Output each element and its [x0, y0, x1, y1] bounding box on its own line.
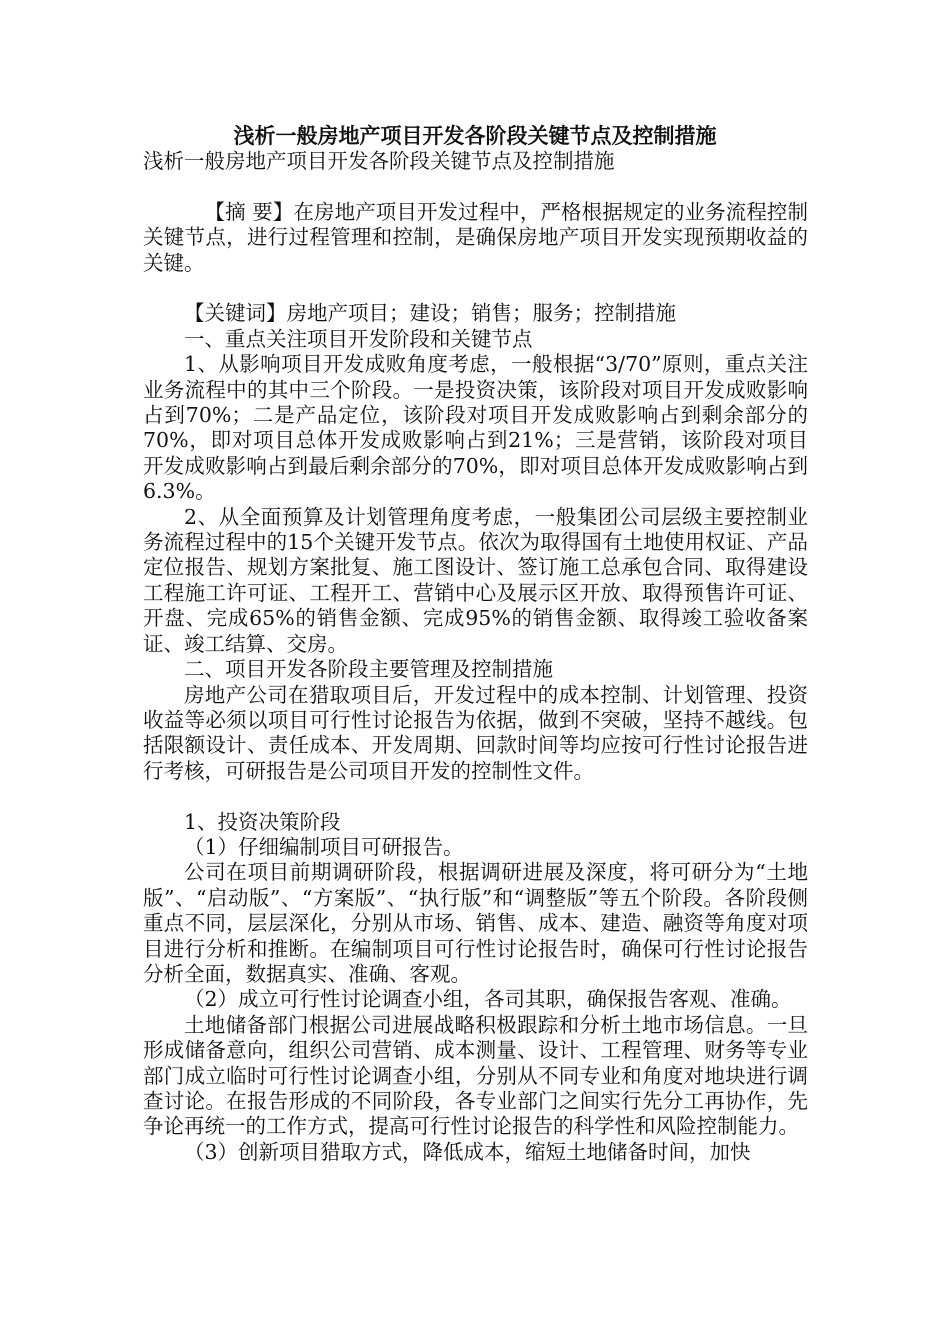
document-title: 浅析一般房地产项目开发各阶段关键节点及控制措施: [233, 123, 717, 148]
body-paragraph: 2、从全面预算及计划管理角度考虑，一般集团公司层级主要控制业务流程过程中的15个关键开发节点。依次为取得国有土地使用权证、产品定位报告、规划方案批复、施工图设计、签订施工总承包合同、取得建设工程施工许可证、工程开工、营销中心及展示区开放、取得预售许可证、开盘、完成65%的销售金额、完成95%的销售金额、取得竣工验收备案证、竣工结算、交房。: [143, 504, 808, 656]
item-heading: （3）创新项目猎取方式，降低成本，缩短土地储备时间，加快: [184, 1139, 751, 1164]
section-heading: 二、项目开发各阶段主要管理及控制措施: [184, 657, 553, 682]
document-subtitle: 浅析一般房地产项目开发各阶段关键节点及控制措施: [143, 149, 615, 173]
body-paragraph: 房地产公司在猎取项目后，开发过程中的成本控制、计划管理、投资收益等必须以项目可行性讨论报告为依据，做到不突破，坚持不越线。包括限额设计、责任成本、开发周期、回款时间等均应按可行性讨论报告进行考核，可研报告是公司项目开发的控制性文件。: [143, 682, 808, 783]
spacer: [143, 174, 808, 199]
section-heading: 一、重点关注项目开发阶段和关键节点: [184, 326, 533, 351]
item-heading: （1）仔细编制项目可研报告。: [184, 834, 464, 859]
body-paragraph: 1、从影响项目开发成败角度考虑，一般根据“3/70”原则，重点关注业务流程中的其中三个阶段。一是投资决策，该阶段对项目开发成败影响占到70%；二是产品定位，该阶段对项目开发成败影响占到剩余部分的70%，即对项目总体开发成败影响占到21%；三是营销，该阶段对项目开发成败影响占到最后剩余部分的70%，即对项目总体开发成败影响占到6.3%。: [143, 352, 808, 504]
body-paragraph: 公司在项目前期调研阶段，根据调研进展及深度，将可研分为“土地版”、“启动版”、“方案版”、“执行版”和“调整版”等五个阶段。各阶段侧重点不同，层层深化，分别从市场、销售、成本、建造、融资等角度对项目进行分析和推断。在编制项目可行性讨论报告时，确保可行性讨论报告分析全面，数据真实、准确、客观。: [143, 860, 808, 986]
body-paragraph: 土地储备部门根据公司进展战略积极跟踪和分析土地市场信息。一旦形成储备意向，组织公司营销、成本测量、设计、工程管理、财务等专业部门成立临时可行性讨论调查小组，分别从不同专业和角度对地块进行调查讨论。在报告形成的不同阶段，各专业部门之间实行先分工再协作，先争论再统一的工作方式，提高可行性讨论报告的科学性和风险控制能力。: [143, 1012, 808, 1139]
subsection-heading: 1、投资决策阶段: [184, 809, 341, 834]
spacer: [143, 276, 808, 301]
abstract-paragraph: 【摘 要】在房地产项目开发过程中，严格根据规定的业务流程控制关键节点，进行过程管理和控制，是确保房地产项目开发实现预期收益的关键。: [143, 199, 808, 275]
spacer: [143, 784, 808, 809]
document-body: [143, 149, 808, 1165]
item-heading: （2）成立可行性讨论调查小组，各司其职，确保报告客观、准确。: [184, 987, 792, 1012]
keywords-paragraph: 【关键词】房地产项目；建设；销售；服务；控制措施: [184, 301, 676, 326]
